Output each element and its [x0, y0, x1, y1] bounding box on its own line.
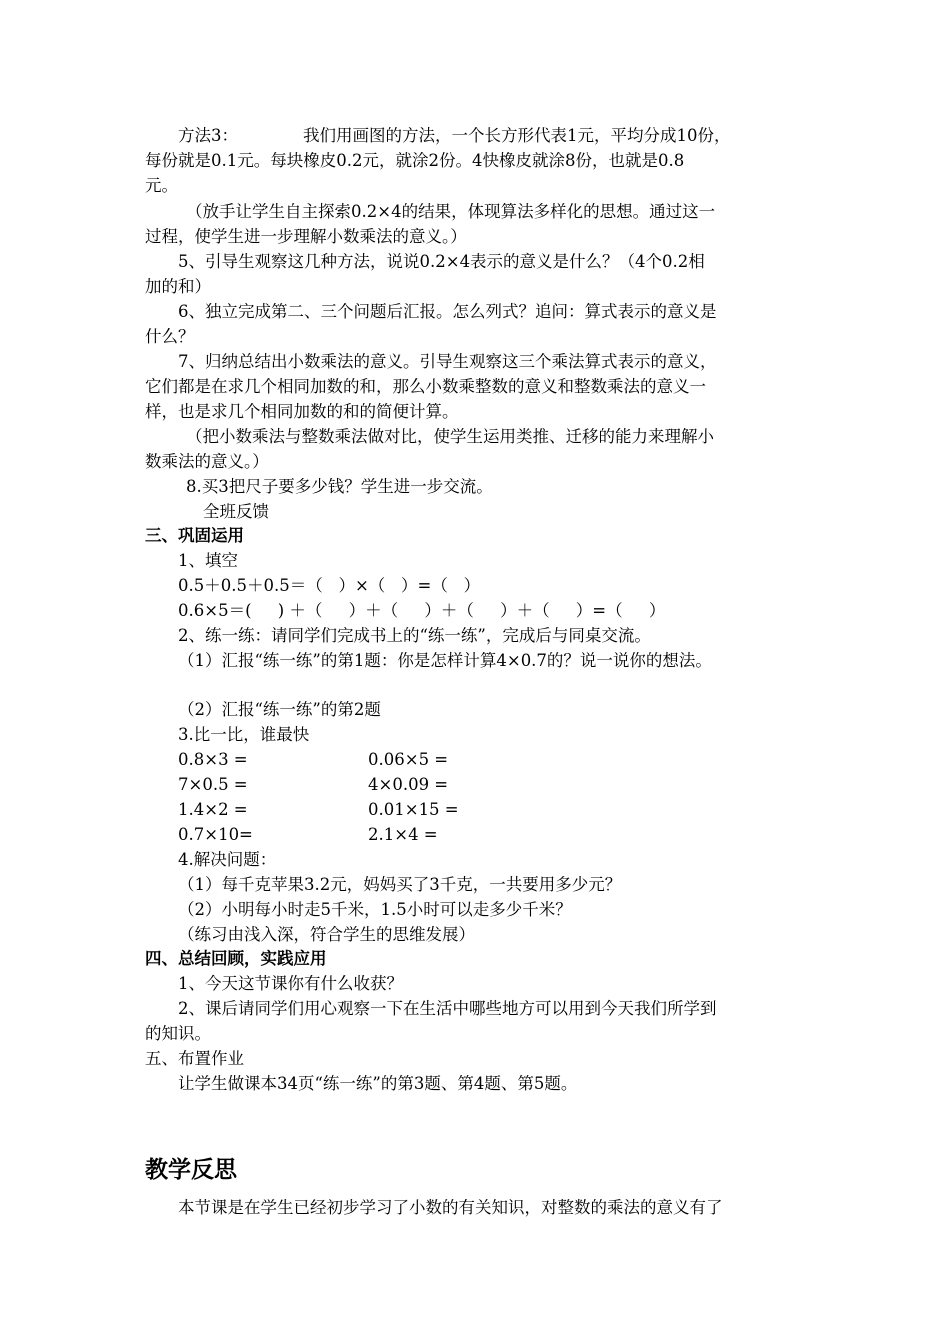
note2-line2: 数乘法的意义。） [145, 452, 269, 471]
section4-item2-line2: 的知识。 [145, 1024, 211, 1043]
section4-item2-line1: 2、课后请同学们用心观察一下在生活中哪些地方可以用到今天我们所学到 [178, 999, 717, 1018]
compare-title: 3.比一比，谁最快 [178, 725, 310, 744]
step6-line2: 什么？ [145, 327, 195, 346]
section5-title: 五、布置作业 [145, 1049, 244, 1068]
compare-right-4: 2.1×4 = [368, 825, 438, 844]
section5-text: 让学生做课本34页“练一练”的第3题、第4题、第5题。 [178, 1074, 578, 1093]
solve-line1: （1）每千克苹果3.2元，妈妈买了3千克，一共要用多少元？ [178, 875, 622, 894]
compare-left-2: 7×0.5 = [178, 775, 248, 794]
compare-left-3: 1.4×2 = [178, 800, 248, 819]
section4-title: 四、总结回顾，实践应用 [145, 949, 327, 968]
solve-title: 4.解决问题： [178, 850, 277, 869]
note1-line1: （放手让学生自主探索0.2×4的结果，体现算法多样化的思想。通过这一 [186, 202, 716, 221]
step7-line1: 7、归纳总结出小数乘法的意义。引导生观察这三个乘法算式表示的意义， [178, 352, 717, 371]
method3-line3: 元。 [145, 176, 178, 195]
section3-title: 三、巩固运用 [145, 526, 244, 545]
reflection-text: 本节课是在学生已经初步学习了小数的有关知识，对整数的乘法的意义有了 [178, 1198, 723, 1217]
note1-line2: 过程，使学生进一步理解小数乘法的意义。） [145, 227, 467, 246]
compare-left-4: 0.7×10= [178, 825, 253, 844]
fill-title: 1、填空 [178, 551, 238, 570]
practice-line: 2、练一练：请同学们完成书上的“练一练”，完成后与同桌交流。 [178, 626, 651, 645]
step5-line2: 加的和） [145, 277, 211, 296]
step8-line1: 8.买3把尺子要多少钱？学生进一步交流。 [186, 477, 493, 496]
report1-line: （1）汇报“练一练”的第1题：你是怎样计算4×0.7的？说一说你的想法。 [178, 651, 712, 670]
section4-item1: 1、今天这节课你有什么收获？ [178, 974, 403, 993]
compare-left-1: 0.8×3 = [178, 750, 248, 769]
step8-line2: 全班反馈 [203, 502, 269, 521]
method3-line2: 每份就是0.1元。每块橡皮0.2元，就涂2份。4快橡皮就涂8份，也就是0.8 [145, 151, 685, 170]
solve-note: （练习由浅入深，符合学生的思维发展） [178, 925, 475, 944]
step5-line1: 5、引导生观察这几种方法，说说0.2×4表示的意义是什么？（4个0.2相 [178, 252, 705, 271]
fill-line2: 0.6×5＝( ) ＋（ ）＋（ ）＋（ ）＋（ ）=（ ） [178, 601, 666, 620]
report2-line: （2）汇报“练一练”的第2题 [178, 700, 381, 719]
step6-line1: 6、独立完成第二、三个问题后汇报。怎么列式？追问：算式表示的意义是 [178, 302, 717, 321]
compare-right-1: 0.06×5 = [368, 750, 449, 769]
note2-line1: （把小数乘法与整数乘法做对比，使学生运用类推、迁移的能力来理解小 [186, 427, 714, 446]
solve-line2: （2）小明每小时走5千米，1.5小时可以走多少千米？ [178, 900, 572, 919]
step7-line2: 它们都是在求几个相同加数的和，那么小数乘整数的意义和整数乘法的意义一 [145, 377, 706, 396]
method3-label: 方法3： [178, 126, 238, 145]
compare-right-3: 0.01×15 = [368, 800, 459, 819]
compare-right-2: 4×0.09 = [368, 775, 449, 794]
method3-text: 我们用画图的方法，一个长方形代表1元，平均分成10份， [303, 126, 731, 145]
reflection-title: 教学反思 [145, 1157, 237, 1183]
step7-line3: 样，也是求几个相同加数的和的简便计算。 [145, 402, 459, 421]
fill-line1: 0.5＋0.5＋0.5＝（ ）×（ ）=（ ） [178, 576, 481, 595]
